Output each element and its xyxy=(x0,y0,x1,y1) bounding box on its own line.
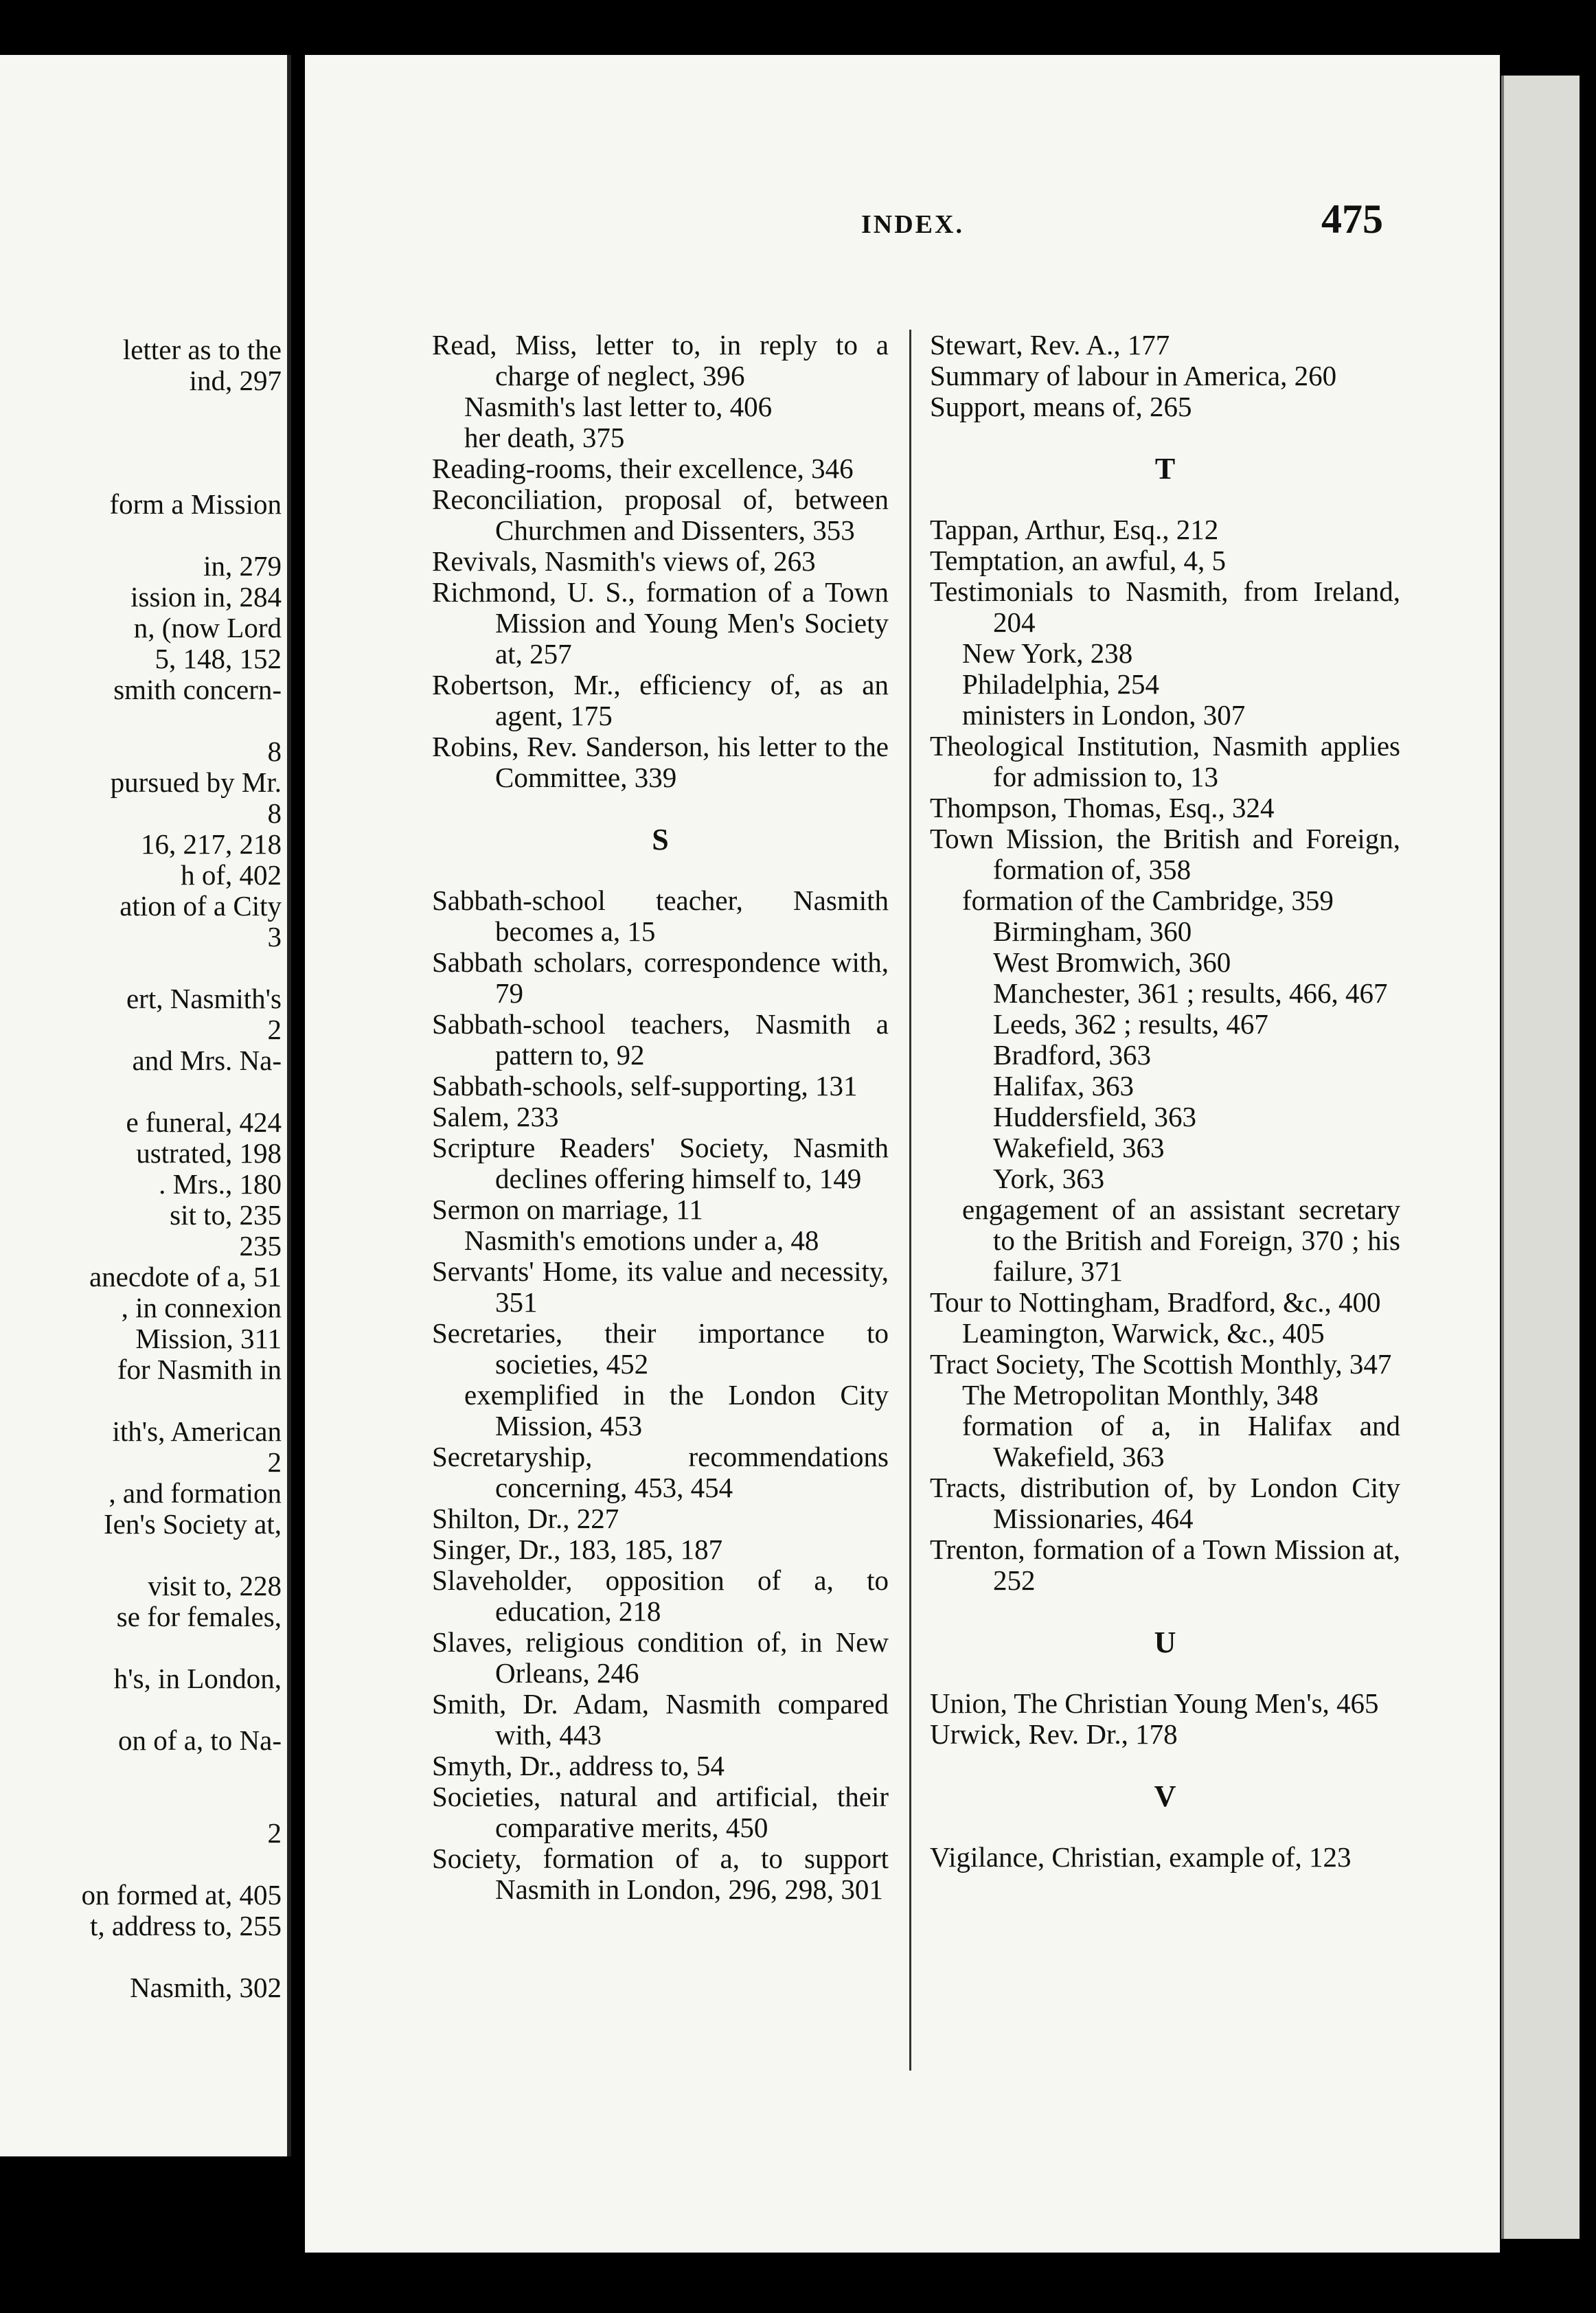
fragment-line: Ien's Society at, xyxy=(103,1508,282,1540)
fragment-line xyxy=(0,1849,282,1880)
section-letter: V xyxy=(1154,1779,1176,1813)
fragment-line: 2 xyxy=(267,1014,282,1045)
index-entry: Sermon on marriage, 11 xyxy=(432,1194,703,1225)
index-entry: Smith, Dr. Adam, Nasmith compared with, 443 xyxy=(432,1688,889,1751)
index-entry: Robins, Rev. Sanderson, his letter to the Committee, 339 xyxy=(432,731,889,793)
index-entry: Secretaries, their importance to societies, 452 xyxy=(432,1317,889,1380)
fragment-line: 16, 217, 218 xyxy=(141,828,282,860)
index-entry: Thompson, Thomas, Esq., 324 xyxy=(930,792,1275,823)
index-entry: Support, means of, 265 xyxy=(930,391,1192,422)
fragment-line: smith concern- xyxy=(113,674,282,705)
index-entry: The Metropolitan Monthly, 348 xyxy=(962,1379,1319,1411)
fragment-line: h's, in London, xyxy=(113,1663,282,1694)
fragment-line xyxy=(0,953,282,983)
index-column-right xyxy=(930,330,1400,1873)
fragment-line: 8 xyxy=(267,797,282,829)
index-entry: Revivals, Nasmith's views of, 263 xyxy=(432,545,816,577)
index-entry: Sabbath-school teachers, Nasmith a pattern to, 92 xyxy=(432,1008,889,1071)
running-head: INDEX. xyxy=(861,210,964,239)
fragment-line: se for females, xyxy=(116,1601,282,1632)
index-entry: engagement of an assistant secretary to the British and Foreign, 370 ; his failure, 371 xyxy=(962,1194,1400,1287)
index-column-left xyxy=(432,330,889,1905)
index-entry: Summary of labour in America, 260 xyxy=(930,360,1337,391)
index-entry: Salem, 233 xyxy=(432,1101,559,1132)
index-entry: Sabbath scholars, correspondence with, 79 xyxy=(432,946,889,1009)
fragment-line: ission in, 284 xyxy=(130,581,282,613)
index-entry: Testimonials to Nasmith, from Ireland, 204 xyxy=(930,576,1400,638)
fragment-line: anecdote of a, 51 xyxy=(89,1261,282,1292)
index-entry: her death, 375 xyxy=(464,422,625,453)
index-entry: formation of the Cambridge, 359 xyxy=(962,885,1334,916)
fragment-line: pursued by Mr. xyxy=(110,766,282,798)
fragment-line xyxy=(0,427,282,458)
fragment-line: t, address to, 255 xyxy=(90,1910,282,1941)
page-number: 475 xyxy=(1321,196,1383,242)
index-entry: Nasmith's last letter to, 406 xyxy=(464,391,773,422)
index-entry: Sabbath-school teacher, Nasmith becomes a, 15 xyxy=(432,885,889,947)
index-entry: Wakefield, 363 xyxy=(993,1132,1165,1163)
index-entry: Halifax, 363 xyxy=(993,1070,1134,1102)
fragment-line: , and formation xyxy=(109,1477,282,1509)
fragment-line xyxy=(0,1694,282,1725)
index-entry: Philadelphia, 254 xyxy=(962,668,1159,700)
index-entry: Slaveholder, opposition of a, to education, 218 xyxy=(432,1564,889,1627)
fragment-line: form a Mission xyxy=(109,488,282,520)
index-entry: Birmingham, 360 xyxy=(993,915,1192,947)
fragment-line xyxy=(0,1787,282,1818)
index-entry: Richmond, U. S., formation of a Town Mission and Young Men's Society at, 257 xyxy=(432,576,889,670)
fragment-line: 5, 148, 152 xyxy=(155,643,282,674)
fragment-line: ert, Nasmith's xyxy=(126,983,282,1014)
index-entry: Read, Miss, letter to, in reply to a charge of neglect, 396 xyxy=(432,329,889,391)
fragment-line xyxy=(0,1941,282,1972)
fragment-line: Mission, 311 xyxy=(135,1323,282,1354)
index-entry: Urwick, Rev. Dr., 178 xyxy=(930,1718,1178,1750)
fragment-line: n, (now Lord xyxy=(133,612,282,643)
section-letter: U xyxy=(1154,1626,1176,1659)
index-entry: Servants' Home, its value and necessity, 351 xyxy=(432,1255,889,1318)
index-entry: Tappan, Arthur, Esq., 212 xyxy=(930,514,1219,545)
fragment-line: ation of a City xyxy=(119,890,282,922)
fragment-line: and Mrs. Na- xyxy=(132,1045,282,1076)
fragment-line xyxy=(0,1540,282,1571)
index-entry: Temptation, an awful, 4, 5 xyxy=(930,545,1226,576)
index-entry: Slaves, religious condition of, in New Orleans, 246 xyxy=(432,1626,889,1689)
section-letter: S xyxy=(652,823,669,856)
index-entry: Robertson, Mr., efficiency of, as an agent, 175 xyxy=(432,669,889,731)
index-entry: Trenton, formation of a Town Mission at, 252 xyxy=(930,1534,1400,1596)
fragment-line: Nasmith, 302 xyxy=(130,1972,282,2003)
left-fragment-column xyxy=(0,334,282,2003)
facing-page-fragment xyxy=(0,55,291,2156)
fragment-line xyxy=(0,520,282,551)
section-letter: T xyxy=(1154,452,1176,486)
fragment-line: . Mrs., 180 xyxy=(159,1168,282,1200)
index-entry: Sabbath-schools, self-supporting, 131 xyxy=(432,1070,858,1102)
fragment-line: on formed at, 405 xyxy=(81,1879,282,1911)
index-entry: Leeds, 362 ; results, 467 xyxy=(993,1008,1268,1040)
fragment-line xyxy=(0,1076,282,1107)
index-entry: Society, formation of a, to support Nasmith in London, 296, 298, 301 xyxy=(432,1843,889,1905)
index-entry: Manchester, 361 ; results, 466, 467 xyxy=(993,977,1388,1009)
index-entry: New York, 238 xyxy=(962,637,1133,669)
fragment-line: sit to, 235 xyxy=(170,1199,282,1231)
column-divider xyxy=(909,330,911,2071)
index-entry: Union, The Christian Young Men's, 465 xyxy=(930,1687,1379,1719)
index-entry: Scripture Readers' Society, Nasmith declines offering himself to, 149 xyxy=(432,1132,889,1194)
index-entry: Bradford, 363 xyxy=(993,1039,1152,1071)
fragment-line: for Nasmith in xyxy=(117,1354,282,1385)
index-entry: West Bromwich, 360 xyxy=(993,946,1231,978)
index-entry: Societies, natural and artificial, their comparative merits, 450 xyxy=(432,1781,889,1843)
fragment-line xyxy=(0,1385,282,1416)
index-entry: Huddersfield, 363 xyxy=(993,1101,1197,1132)
fragment-line: 2 xyxy=(267,1446,282,1478)
fragment-line: 2 xyxy=(267,1817,282,1849)
index-entry: Leamington, Warwick, &c., 405 xyxy=(962,1317,1325,1349)
fragment-line: , in connexion xyxy=(121,1292,282,1323)
index-entry: Shilton, Dr., 227 xyxy=(432,1503,619,1534)
fragment-line xyxy=(0,1756,282,1787)
index-entry: Smyth, Dr., address to, 54 xyxy=(432,1750,725,1781)
index-entry: ministers in London, 307 xyxy=(962,699,1246,731)
next-page-edge xyxy=(1501,76,1580,2239)
index-entry: Reconciliation, proposal of, between Churchmen and Dissenters, 353 xyxy=(432,483,889,546)
fragment-line: visit to, 228 xyxy=(148,1570,282,1602)
index-entry: York, 363 xyxy=(993,1163,1105,1194)
fragment-line xyxy=(0,458,282,489)
index-entry: exemplified in the London City Mission, 453 xyxy=(464,1379,889,1442)
index-entry: Vigilance, Christian, example of, 123 xyxy=(930,1841,1352,1873)
fragment-line: h of, 402 xyxy=(181,859,282,891)
fragment-line: in, 279 xyxy=(203,550,282,582)
index-entry: Theological Institution, Nasmith applies for admission to, 13 xyxy=(930,730,1400,793)
fragment-line: 3 xyxy=(267,921,282,953)
fragment-line: ith's, American xyxy=(112,1415,282,1447)
fragment-line: 8 xyxy=(267,736,282,767)
index-entry: formation of a, in Halifax and Wakefield, 363 xyxy=(962,1410,1400,1472)
fragment-line: e funeral, 424 xyxy=(126,1106,282,1138)
index-entry: Nasmith's emotions under a, 48 xyxy=(464,1224,819,1256)
index-entry: Tract Society, The Scottish Monthly, 347 xyxy=(930,1348,1392,1380)
fragment-line xyxy=(0,396,282,427)
fragment-line: 235 xyxy=(239,1230,282,1262)
fragment-line xyxy=(0,1632,282,1663)
fragment-line: letter as to the xyxy=(122,334,282,365)
index-entry: Tracts, distribution of, by London City Missionaries, 464 xyxy=(930,1472,1400,1534)
index-entry: Reading-rooms, their excellence, 346 xyxy=(432,453,854,484)
index-entry: Town Mission, the British and Foreign, formation of, 358 xyxy=(930,823,1400,885)
fragment-line xyxy=(0,705,282,736)
index-entry: Secretaryship, recommendations concerning, 453, 454 xyxy=(432,1441,889,1503)
index-entry: Singer, Dr., 183, 185, 187 xyxy=(432,1534,723,1565)
fragment-line: ind, 297 xyxy=(189,365,282,396)
index-entry: Stewart, Rev. A., 177 xyxy=(930,329,1170,361)
index-entry: Tour to Nottingham, Bradford, &c., 400 xyxy=(930,1286,1381,1318)
fragment-line: on of a, to Na- xyxy=(118,1724,282,1756)
index-page xyxy=(305,55,1500,2253)
fragment-line: ustrated, 198 xyxy=(136,1137,282,1169)
